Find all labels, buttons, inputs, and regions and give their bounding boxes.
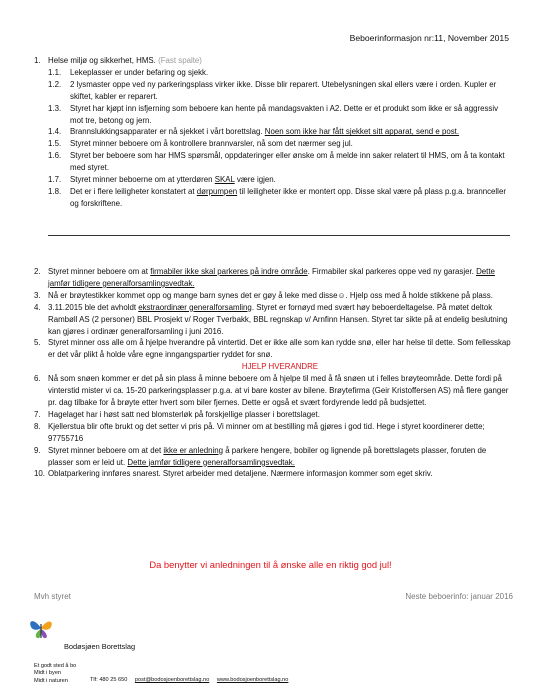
list-item-10 (34, 468, 512, 480)
sub-number: 1.7. (48, 175, 62, 185)
list-item-6 (34, 373, 512, 409)
website-link[interactable]: www.bodosjoenborettslag.no (216, 677, 289, 683)
christmas-greeting: Da benytter vi anledningen til å ønske alle en riktig god jul! (149, 559, 392, 570)
item-number: 4. (34, 302, 41, 312)
document-header: Beboerinformasjon nr:11, November 2015 (349, 33, 509, 43)
item-text: Nå som snøen kommer er det på sin plass å minne beboere om å hjelpe til med å få snøen ut i felles brøyteområde. Dette fordi på vinterstid mister vi ca. 15-20 parkeringsplasser p.g.a. at vi bare koster av bilene. Brøytefirma (Geir Kristoffersen AS) må flere ganger pr. dag tilbake for å brøyte etter hvert som biler fjernes. Dette er også et svært fordyrende ledd på budsjettet. (48, 374, 509, 407)
sub-text-underlined: Noen som ikke har fått sjekket sitt apparat, send e post. (264, 127, 460, 137)
next-issue-note: Neste beboerinfo: januar 2016 (405, 592, 513, 601)
section-heading: Helse miljø og sikkerhet, HMS. (48, 56, 156, 65)
sub-text: være igjen. (234, 175, 276, 185)
sub-text: 2 lysmaster oppe ved ny parkeringsplass virker ikke. Disse blir reparert. Utebelysningen skal ellers være i orden. Kupler er skiftet, kabler er reparert. (70, 79, 497, 101)
item-text: . Firmabiler skal parkeres oppe ved ny garasjer. (307, 267, 477, 276)
sub-item-1-1 (48, 67, 512, 79)
item-text-underlined: firmabiler ikke skal parkeres på indre område (150, 267, 308, 276)
item-text: Hagelaget har i høst satt ned blomsterløk på forskjellige plasser i borettslaget. (48, 409, 320, 419)
sub-item-1-6 (48, 150, 512, 174)
item-number: 5. (34, 338, 41, 348)
sub-number: 1.1. (48, 67, 62, 77)
sub-text: Styret minner beboerne om at ytterdøren (70, 175, 215, 185)
list-item-5 (34, 337, 512, 373)
item-text: Styret minner oss alle om å hjelpe hverandre på vintertid. Det er ikke alle som kan rydde snø, eller har helse til dette. Som fellesskap er det vår plikt å holde våre egne inngangspartier ryddet for snø. (48, 338, 511, 360)
contact-line (90, 677, 294, 683)
section-divider (48, 235, 510, 236)
sub-text: til leiligheter ikke er montert opp. Disse skal være på plass p.g.a. brannceller og forskriftene. (70, 186, 506, 208)
item-text: 3.11.2015 ble det avholdt (48, 302, 139, 312)
item-text: Oblatparkering innføres snarest. Styret arbeider med detaljene. Nærmere informasjon kommer som eget skriv. (48, 469, 433, 479)
sub-number: 1.2. (48, 79, 62, 89)
list-item-3 (34, 290, 512, 302)
item-text: Nå er brøytestikker kommet opp og mange barn synes det er gøy å leke med disse☺. Hjelp oss med å holde stikkene på plass. (48, 290, 493, 300)
sub-item-1-2 (48, 79, 512, 103)
hms-section (34, 55, 512, 210)
item-number: 9. (34, 445, 41, 455)
email-link[interactable]: post@bodosjoenborettslag.no (134, 677, 210, 683)
item-text-underlined: Dette jamfør tidligere generalforsamlingsvedtak. (127, 457, 295, 467)
list-item-4 (34, 302, 512, 338)
sub-item-1-5 (48, 138, 512, 150)
item-number: 6. (34, 374, 41, 384)
item-number: 7. (34, 409, 41, 419)
item-text-underlined: Dette jamfør tidligere generalforsamlingsvedtak. (48, 267, 495, 288)
item-number: 8. (34, 421, 41, 431)
sub-text-underlined: dørpumpen (196, 186, 238, 196)
sub-text: Styret minner beboere om å kontrollere brannvarsler, nå som det nærmer seg jul. (70, 139, 353, 149)
sub-text-underlined: SKAL (214, 175, 235, 185)
help-banner: HJELP HVERANDRE (241, 362, 319, 372)
sub-text: Det er i flere leiligheter konstatert at (70, 186, 197, 196)
item-text: Styret minner beboere om at det (48, 445, 164, 455)
list-item-8 (34, 421, 512, 445)
sub-number: 1.8. (48, 186, 62, 196)
signature: Mvh styret (34, 592, 71, 601)
sub-text: Styret ber beboere som har HMS spørsmål, oppdateringer eller ønske om å melde inn saker relatert til HMS, om å ta kontakt med styret. (70, 151, 505, 173)
list-item-1 (34, 55, 512, 67)
list-item-2 (34, 266, 512, 290)
phone-number: Tlf: 480 25 650 (90, 677, 128, 683)
notice-list (34, 266, 512, 480)
sub-text: Lekeplasser er under befaring og sjekk. (70, 67, 209, 77)
org-name: Bodøsjøen Borettslag (64, 642, 136, 651)
sub-item-1-7 (48, 174, 512, 186)
item-text-underlined: ikke er anledning (163, 445, 224, 455)
item-text: Styret minner beboere om at (48, 267, 151, 276)
sub-item-1-4 (48, 126, 512, 138)
butterfly-logo-icon (28, 614, 54, 642)
sub-number: 1.6. (48, 151, 62, 161)
item-number: 3. (34, 290, 41, 300)
item-number: 1. (34, 56, 41, 65)
item-text: Kjellerstua blir ofte brukt og det setter vi pris på. Vi minner om at bestilling må gjøres i god tid. Hege i styret koordinerer dette; 97755716 (48, 421, 485, 443)
item-text: . Styret er fornøyd med svært høy beboerdeltagelse. På møtet deltok Rambøll AS (2 personer) BBL Prosjekt v/ Roger Tverbakk, BBL regnskap v/ Arnfinn Hansen. Styret tar sikte på at endelig beslutning kan gjøres i ordinær generalforsamling i juni 2016. (48, 302, 508, 336)
item-number: 10. (34, 469, 45, 479)
slogan-line: Et godt sted å bo (34, 663, 77, 669)
item-text: å parkere hengere, bobiler og lignende på borettslagets plasser, foruten de plasser som er leid ut. (48, 445, 487, 467)
sub-number: 1.3. (48, 103, 62, 113)
sub-item-1-3 (48, 103, 512, 127)
slogan-line: Midt i naturen (34, 677, 68, 684)
slogan (34, 663, 76, 685)
sub-text: Styret har kjøpt inn isfjerning som beboere kan hente på mandagsvakten i A2. Dette er et produkt som ikke er så aggressiv mot tre, betong og jern. (70, 103, 499, 125)
list-item-9 (34, 445, 512, 469)
list-item-7 (34, 409, 512, 421)
sub-text: Brannslukkingsapparater er nå sjekket i vårt borettslag. (70, 127, 265, 137)
section-tag: (Fast spalte) (158, 56, 202, 65)
sub-number: 1.5. (48, 139, 62, 149)
sub-number: 1.4. (48, 127, 62, 137)
item-number: 2. (34, 267, 41, 276)
sub-item-1-8 (48, 186, 512, 210)
slogan-line: Midt i byen (34, 670, 62, 677)
item-text-underlined: ekstraordinær generalforsamling (138, 302, 252, 312)
